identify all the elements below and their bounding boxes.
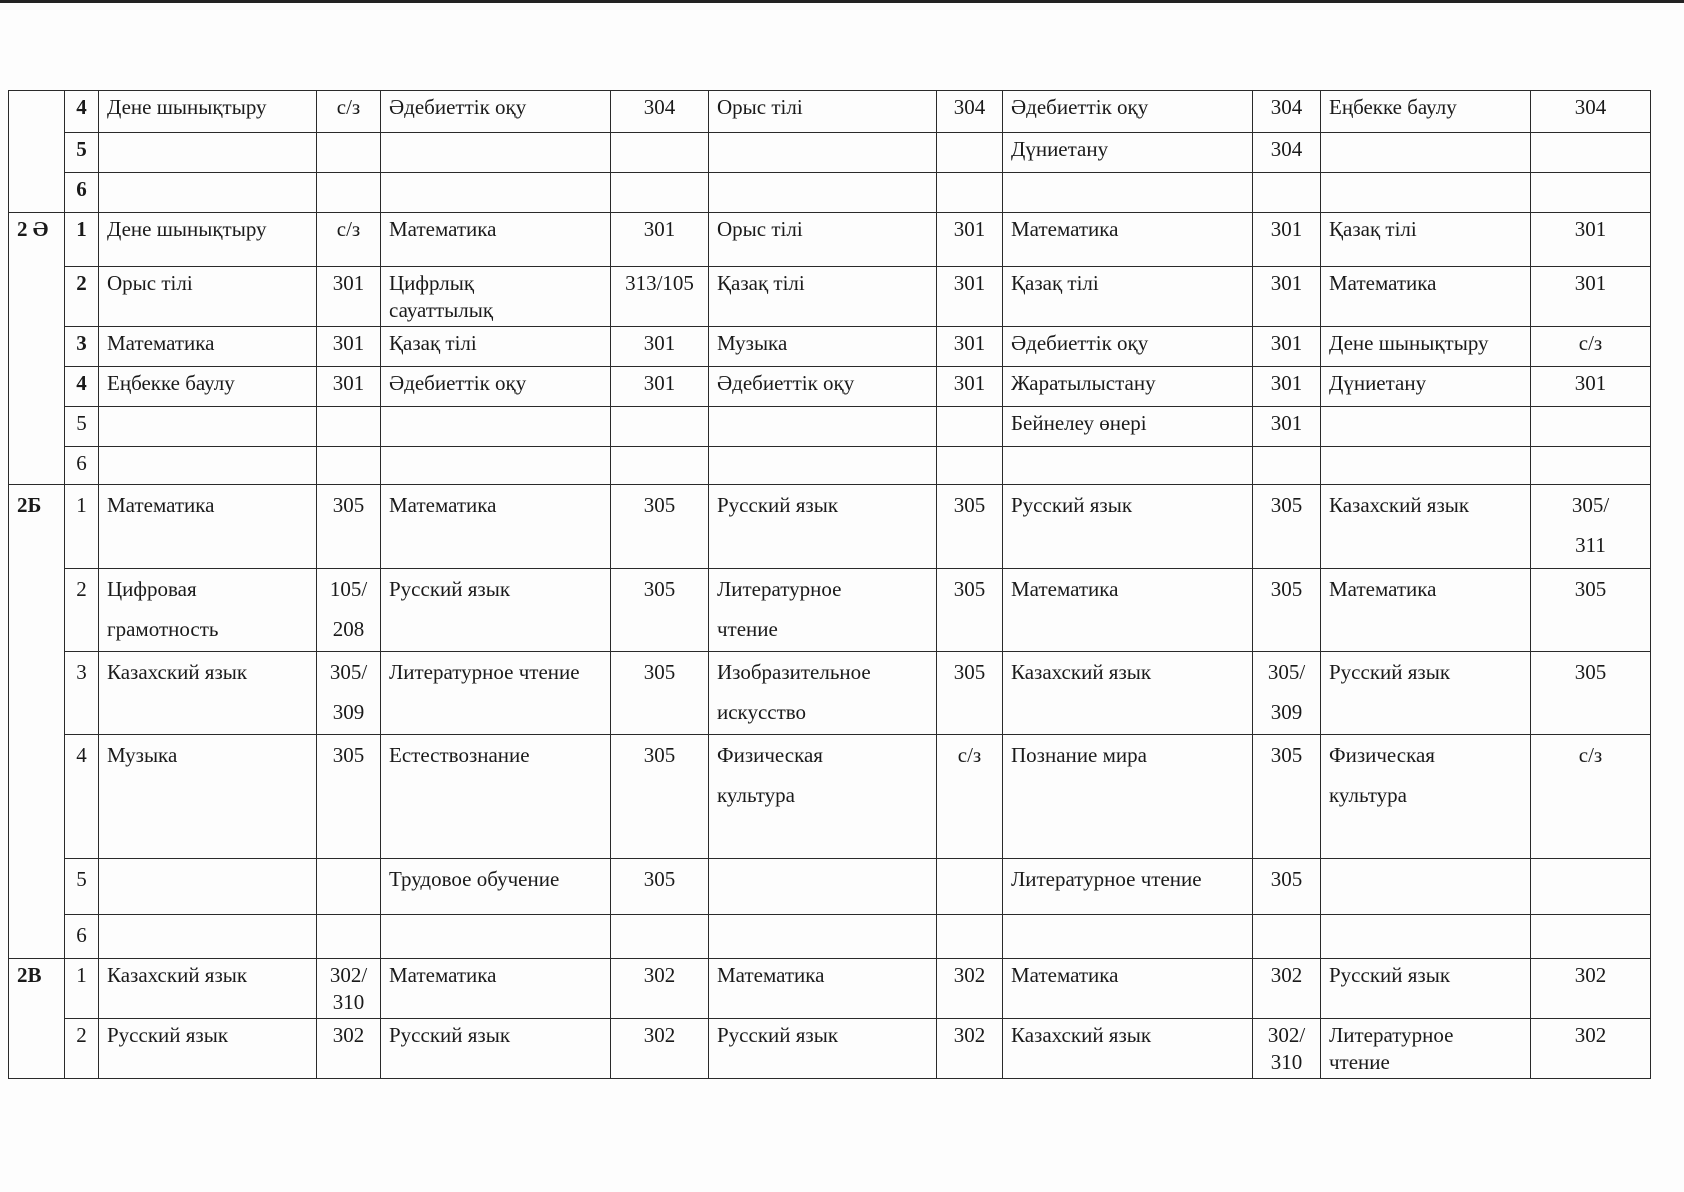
subject-cell: Казахский язык (1321, 485, 1531, 569)
subject-cell: Русский язык (99, 1019, 317, 1079)
room-cell: 302 (317, 1019, 381, 1079)
subject-cell: Әдебиеттік оқу (709, 367, 937, 407)
room-cell: 301 (937, 213, 1003, 267)
room-cell (611, 915, 709, 959)
room-cell: 301 (937, 367, 1003, 407)
subject-cell: Литературное чтение (1321, 1019, 1531, 1079)
subject-cell (1003, 915, 1253, 959)
subject-cell: Казахский язык (99, 959, 317, 1019)
room-cell: 313/105 (611, 267, 709, 327)
room-cell (937, 859, 1003, 915)
table-row (9, 447, 1651, 485)
subject-cell (709, 407, 937, 447)
room-cell: 305 (611, 735, 709, 859)
room-cell: 301 (1253, 213, 1321, 267)
subject-cell (381, 915, 611, 959)
lesson-number: 6 (65, 447, 99, 485)
subject-cell: Қазақ тілі (709, 267, 937, 327)
lesson-number: 4 (65, 367, 99, 407)
room-cell: 305 (317, 735, 381, 859)
subject-cell: Казахский язык (1003, 1019, 1253, 1079)
room-cell: 302 (1531, 1019, 1651, 1079)
room-cell (1531, 133, 1651, 173)
subject-cell (709, 133, 937, 173)
subject-cell: Физическая культура (1321, 735, 1531, 859)
room-cell: 305 (611, 569, 709, 652)
subject-cell: Познание мира (1003, 735, 1253, 859)
subject-cell: Дене шынықтыру (99, 213, 317, 267)
room-cell: с/з (1531, 327, 1651, 367)
room-cell: 301 (937, 267, 1003, 327)
subject-cell: Дене шынықтыру (1321, 327, 1531, 367)
subject-cell: Музыка (99, 735, 317, 859)
lesson-number: 4 (65, 735, 99, 859)
room-cell: 301 (317, 327, 381, 367)
subject-cell: Цифрлық сауаттылық (381, 267, 611, 327)
subject-cell (1003, 447, 1253, 485)
subject-cell: Орыс тілі (709, 91, 937, 133)
room-cell: 301 (1531, 213, 1651, 267)
subject-cell: Әдебиеттік оқу (1003, 327, 1253, 367)
room-cell: 305 (1253, 735, 1321, 859)
subject-cell: Әдебиеттік оқу (381, 367, 611, 407)
room-cell: 305 (1253, 569, 1321, 652)
subject-cell: Әдебиеттік оқу (381, 91, 611, 133)
class-cell: 2В (9, 959, 65, 1079)
room-cell: 301 (937, 327, 1003, 367)
table-row (9, 859, 1651, 915)
subject-cell: Математика (1003, 213, 1253, 267)
room-cell: 301 (317, 267, 381, 327)
subject-cell (1321, 173, 1531, 213)
table-row (9, 652, 1651, 735)
room-cell (317, 133, 381, 173)
room-cell: 305 (937, 652, 1003, 735)
table-row (9, 569, 1651, 652)
table-row (9, 327, 1651, 367)
room-cell: 301 (1253, 327, 1321, 367)
lesson-number: 1 (65, 485, 99, 569)
subject-cell (709, 859, 937, 915)
subject-cell: Қазақ тілі (1321, 213, 1531, 267)
room-cell: 302 (611, 959, 709, 1019)
subject-cell: Казахский язык (99, 652, 317, 735)
room-cell: 305 (937, 569, 1003, 652)
room-cell: 304 (937, 91, 1003, 133)
lesson-number: 6 (65, 915, 99, 959)
table-row (9, 367, 1651, 407)
room-cell (317, 407, 381, 447)
room-cell: с/з (317, 213, 381, 267)
subject-cell: Әдебиеттік оқу (1003, 91, 1253, 133)
room-cell (317, 173, 381, 213)
table-row (9, 915, 1651, 959)
lesson-number: 1 (65, 959, 99, 1019)
subject-cell (1321, 407, 1531, 447)
subject-cell: Математика (381, 485, 611, 569)
room-cell: 302 (937, 959, 1003, 1019)
subject-cell: Литературное чтение (709, 569, 937, 652)
lesson-number: 4 (65, 91, 99, 133)
room-cell (937, 447, 1003, 485)
room-cell: 305 (317, 485, 381, 569)
subject-cell: Литературное чтение (1003, 859, 1253, 915)
room-cell: 301 (317, 367, 381, 407)
table-row (9, 485, 1651, 569)
room-cell (317, 915, 381, 959)
table-row (9, 91, 1651, 133)
room-cell (937, 133, 1003, 173)
room-cell: 305 (1531, 569, 1651, 652)
room-cell: 105/ 208 (317, 569, 381, 652)
lesson-number: 2 (65, 569, 99, 652)
subject-cell: Орыс тілі (709, 213, 937, 267)
room-cell (611, 133, 709, 173)
room-cell: 305/ 309 (317, 652, 381, 735)
lesson-number: 5 (65, 859, 99, 915)
table-row (9, 959, 1651, 1019)
room-cell: 301 (611, 367, 709, 407)
subject-cell: Математика (381, 213, 611, 267)
room-cell (611, 173, 709, 213)
subject-cell (99, 173, 317, 213)
subject-cell: Русский язык (381, 1019, 611, 1079)
table-row (9, 407, 1651, 447)
subject-cell (99, 915, 317, 959)
room-cell: 305 (611, 652, 709, 735)
subject-cell: Физическая культура (709, 735, 937, 859)
lesson-number: 5 (65, 407, 99, 447)
room-cell: 305 (1253, 485, 1321, 569)
subject-cell (1321, 859, 1531, 915)
subject-cell: Русский язык (381, 569, 611, 652)
subject-cell (1321, 133, 1531, 173)
subject-cell: Русский язык (1003, 485, 1253, 569)
subject-cell: Казахский язык (1003, 652, 1253, 735)
room-cell (1531, 859, 1651, 915)
room-cell: 301 (1531, 267, 1651, 327)
subject-cell: Литературное чтение (381, 652, 611, 735)
room-cell: 305/ 309 (1253, 652, 1321, 735)
subject-cell: Математика (1003, 959, 1253, 1019)
subject-cell (99, 407, 317, 447)
subject-cell: Музыка (709, 327, 937, 367)
subject-cell: Қазақ тілі (1003, 267, 1253, 327)
subject-cell: Математика (381, 959, 611, 1019)
subject-cell: Изобразительное искусство (709, 652, 937, 735)
subject-cell: Математика (1003, 569, 1253, 652)
subject-cell: Еңбекке баулу (99, 367, 317, 407)
room-cell: 305 (1253, 859, 1321, 915)
lesson-number: 6 (65, 173, 99, 213)
room-cell: 305/ 311 (1531, 485, 1651, 569)
subject-cell: Дене шынықтыру (99, 91, 317, 133)
subject-cell: Трудовое обучение (381, 859, 611, 915)
subject-cell: Естествознание (381, 735, 611, 859)
lesson-number: 3 (65, 327, 99, 367)
room-cell: 302 (611, 1019, 709, 1079)
class-cell (9, 91, 65, 213)
room-cell: 305 (611, 859, 709, 915)
class-cell: 2Б (9, 485, 65, 959)
room-cell: 302 (1531, 959, 1651, 1019)
subject-cell: Математика (709, 959, 937, 1019)
room-cell: с/з (937, 735, 1003, 859)
room-cell: 302 (1253, 959, 1321, 1019)
subject-cell: Русский язык (1321, 652, 1531, 735)
room-cell: 302/ 310 (317, 959, 381, 1019)
subject-cell: Русский язык (1321, 959, 1531, 1019)
subject-cell (381, 447, 611, 485)
subject-cell: Цифровая грамотность (99, 569, 317, 652)
table-row (9, 133, 1651, 173)
subject-cell (381, 133, 611, 173)
subject-cell: Математика (99, 485, 317, 569)
room-cell (611, 407, 709, 447)
subject-cell (381, 407, 611, 447)
table-row (9, 213, 1651, 267)
room-cell (1253, 173, 1321, 213)
subject-cell: Дүниетану (1321, 367, 1531, 407)
room-cell: 301 (1531, 367, 1651, 407)
room-cell (317, 859, 381, 915)
room-cell (1531, 407, 1651, 447)
room-cell: 304 (611, 91, 709, 133)
room-cell: 305 (937, 485, 1003, 569)
subject-cell (709, 173, 937, 213)
room-cell: 301 (1253, 407, 1321, 447)
subject-cell (709, 915, 937, 959)
room-cell (317, 447, 381, 485)
subject-cell: Математика (1321, 267, 1531, 327)
subject-cell: Русский язык (709, 1019, 937, 1079)
room-cell: с/з (317, 91, 381, 133)
room-cell: 305 (611, 485, 709, 569)
subject-cell (99, 133, 317, 173)
lesson-number: 2 (65, 1019, 99, 1079)
room-cell: с/з (1531, 735, 1651, 859)
subject-cell: Математика (99, 327, 317, 367)
subject-cell: Математика (1321, 569, 1531, 652)
subject-cell: Жаратылыстану (1003, 367, 1253, 407)
room-cell (1531, 915, 1651, 959)
table-row (9, 735, 1651, 859)
room-cell: 301 (1253, 367, 1321, 407)
room-cell (937, 407, 1003, 447)
room-cell: 302 (937, 1019, 1003, 1079)
subject-cell: Бейнелеу өнері (1003, 407, 1253, 447)
subject-cell (381, 173, 611, 213)
room-cell (1531, 173, 1651, 213)
subject-cell: Еңбекке баулу (1321, 91, 1531, 133)
room-cell: 301 (1253, 267, 1321, 327)
subject-cell: Орыс тілі (99, 267, 317, 327)
room-cell: 305 (1531, 652, 1651, 735)
room-cell (937, 915, 1003, 959)
room-cell (1253, 447, 1321, 485)
lesson-number: 2 (65, 267, 99, 327)
subject-cell (99, 447, 317, 485)
room-cell: 304 (1531, 91, 1651, 133)
table-row (9, 173, 1651, 213)
subject-cell (1003, 173, 1253, 213)
room-cell: 304 (1253, 91, 1321, 133)
subject-cell: Қазақ тілі (381, 327, 611, 367)
room-cell: 304 (1253, 133, 1321, 173)
lesson-number: 5 (65, 133, 99, 173)
room-cell (1253, 915, 1321, 959)
room-cell (611, 447, 709, 485)
subject-cell (99, 859, 317, 915)
table-row (9, 267, 1651, 327)
room-cell: 301 (611, 327, 709, 367)
class-cell: 2 Ә (9, 213, 65, 485)
room-cell: 301 (611, 213, 709, 267)
subject-cell (709, 447, 937, 485)
subject-cell (1321, 447, 1531, 485)
room-cell (1531, 447, 1651, 485)
subject-cell: Русский язык (709, 485, 937, 569)
table-row (9, 1019, 1651, 1079)
top-border-line (0, 0, 1684, 3)
room-cell (937, 173, 1003, 213)
lesson-number: 1 (65, 213, 99, 267)
room-cell: 302/ 310 (1253, 1019, 1321, 1079)
subject-cell: Дүниетану (1003, 133, 1253, 173)
lesson-number: 3 (65, 652, 99, 735)
schedule-table (8, 90, 1651, 1079)
subject-cell (1321, 915, 1531, 959)
